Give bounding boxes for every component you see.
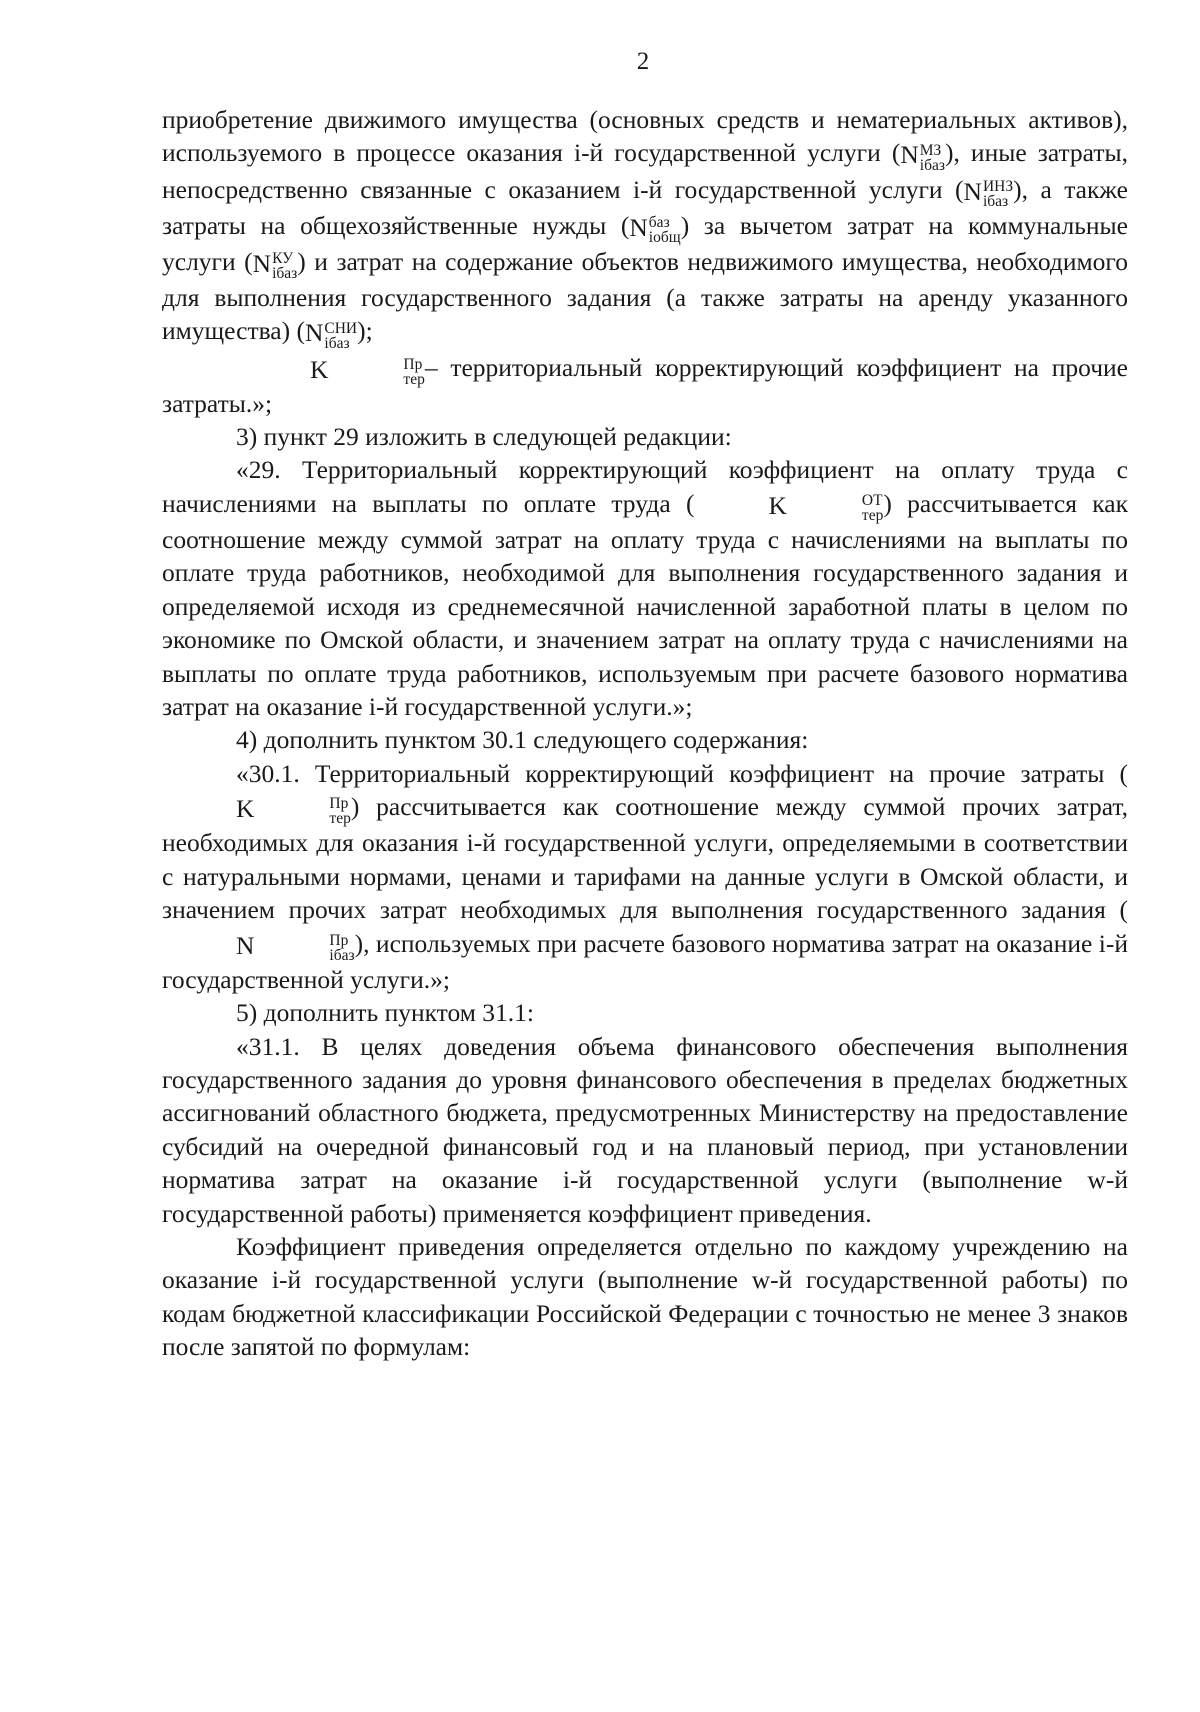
text: – территориальный корректирующий коэффициент на прочие затраты.»; [162,352,1128,418]
formula-n-sni: N СНИ iбаз [304,318,358,352]
page-number: 2 [636,48,650,75]
text: «29. Территориальный корректирующий коэффициент на оплату труда с начислениями на выплаты по оплате труда ( [162,455,1128,518]
text: приобретение движимого имущества (основных средств и нематериальных активов), используемого в процессе оказания i-й государственной услуги ( [162,105,1128,168]
paragraph-point-29 [162,453,1128,723]
paragraph-item-3: 3) пункт 29 изложить в следующей редакции: [236,422,732,452]
paragraph-point-30-1 [162,757,1128,996]
text: ); [357,316,373,346]
formula-n-baz-iobsh: N баз iобщ [629,212,681,246]
formula-n-mz: N МЗ iбаз [900,140,945,174]
text: ) за вычетом затрат на коммунальные услуги ( [162,210,1128,276]
paragraph-item-5: 5) дополнить пунктом 31.1: [236,998,534,1028]
paragraph-costs [162,103,1128,351]
formula-n-pr-ibaz: N Пр iбаз [236,930,355,964]
paragraph-k-ter-definition [162,351,1128,421]
paragraph-coefficient: Коэффициент приведения определяется отдельно по каждому учреждению на оказание i-й государственной услуги (выполнение w-й государственной работы) по кодам бюджетной классификации Российской Федерации с точностью не менее 3 знаков после запятой по формулам: [162,1232,1128,1362]
text: ) и затрат на содержание объектов недвижимого имущества, необходимого для выполнения государственного задания (а также затраты на аренду указанного имущества) ( [162,246,1128,346]
text: ), иные затраты, непосредственно связанные с оказанием i-й государственной услуги ( [162,138,1128,204]
formula-n-ku: N КУ iбаз [252,248,298,282]
text: «30.1. Территориальный корректирующий коэффициент на прочие затраты ( [236,758,1128,788]
formula-n-inz: N ИНЗ iбаз [963,176,1014,210]
document-body [162,103,1128,1364]
text: ), используемых при расчете базового норматива затрат на оказание i-й государственной услуги.»; [162,928,1128,994]
paragraph-item-4: 4) дополнить пунктом 30.1 следующего содержания: [236,725,809,755]
paragraph-point-31-1: «31.1. В целях доведения объема финансового обеспечения выполнения государственного задания до уровня финансового обеспечения в пределах бюджетных ассигнований областного бюджета, предусмотренных Министерству на предоставление субсидий на очередной финансовый год и на плановый период, при установлении норматива затрат на оказание i-й государственной услуги (выполнение w-й государственной работы) применяется коэффициент приведения. [162,1031,1128,1228]
formula-k-ot-ter: K ОТ тер [768,490,884,525]
text: ) рассчитывается как соотношение между суммой прочих затрат, необходимых для оказания i-й государственной услуги, определяемыми в соответствии с натуральными нормами, ценами и тарифами на данные услуги в Омской области, и значением прочих затрат необходимых для выполнения государственного задания ( [162,792,1128,925]
text: ), а также затраты на общехозяйственные нужды ( [162,174,1128,240]
formula-k-pr-ter: K Пр тер [236,794,351,828]
text: ) рассчитывается как соотношение между суммой затрат на оплату труда с начислениями на выплаты по оплате труда работников, необходимой для выполнения государственного задания и определяемой исходя из среднемесячной начисленной заработной платы в целом по экономике по Омской области, и значением затрат на оплату труда с начислениями на выплаты по оплате труда работников, используемым при расчете базового норматива затрат на оказание i-й государственной услуги.»; [162,488,1128,722]
formula-k-pr-ter: K Пр тер [310,354,425,388]
